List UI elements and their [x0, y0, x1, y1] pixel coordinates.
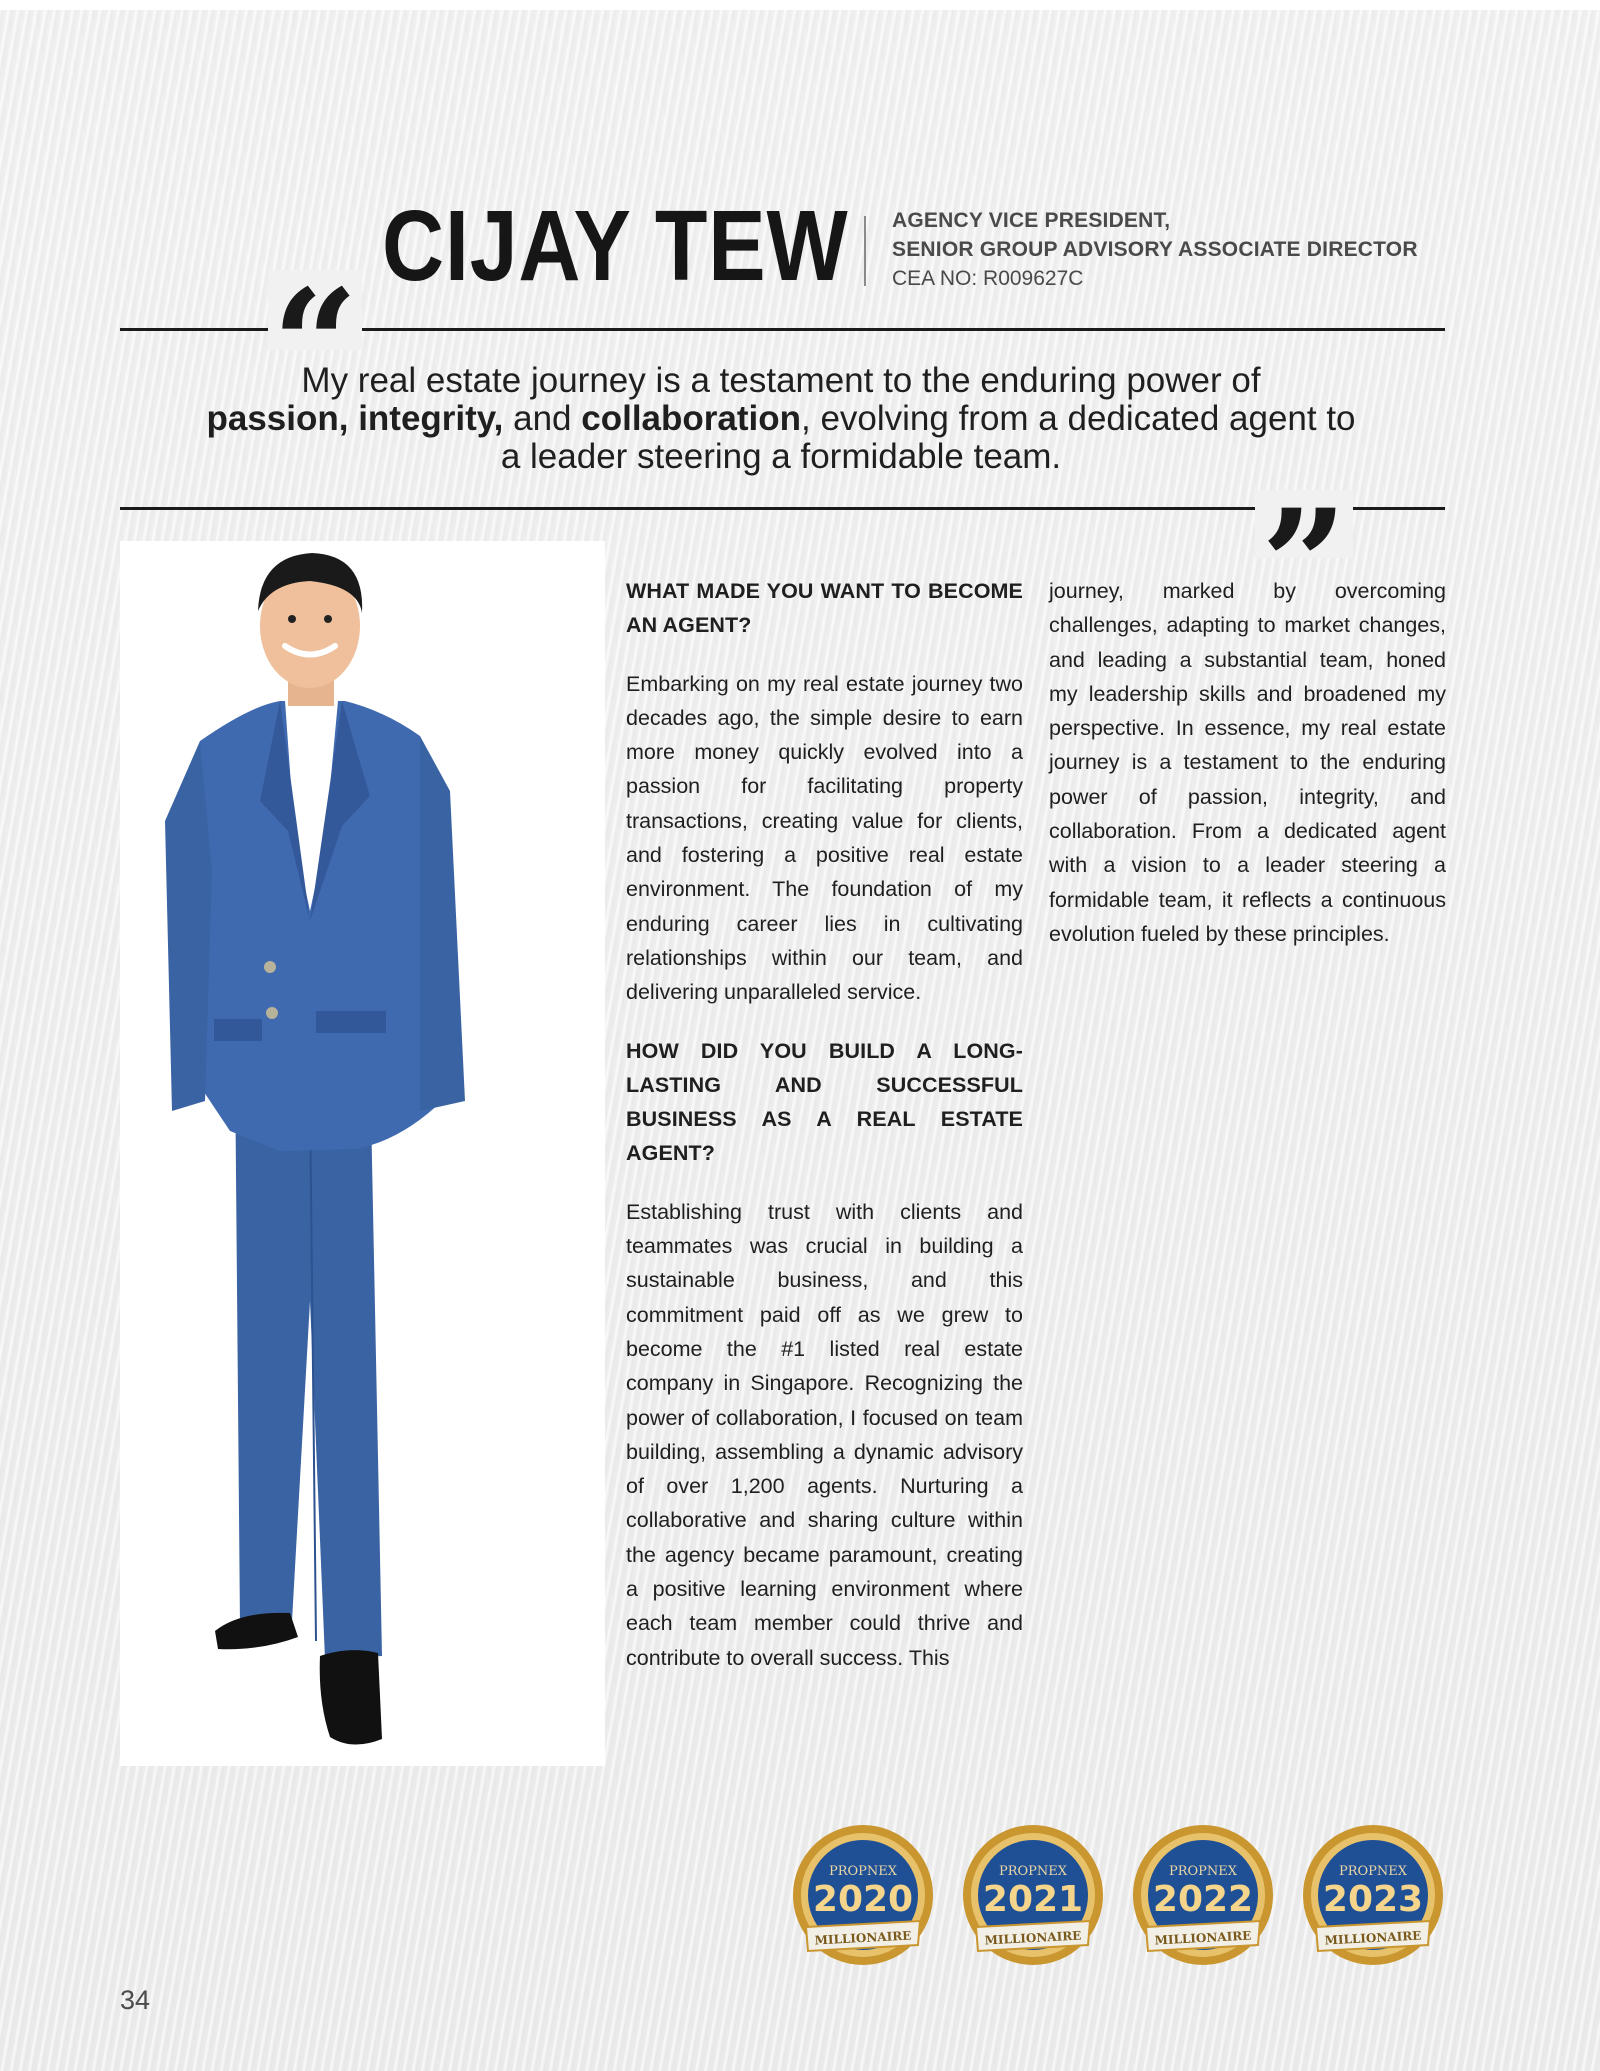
badge-year: 2020: [812, 1879, 914, 1920]
open-quote-icon: “: [268, 270, 362, 350]
badge-ribbon: MILLIONAIRE: [814, 1928, 912, 1948]
badge-ribbon: MILLIONAIRE: [1154, 1928, 1252, 1948]
badge-ribbon: MILLIONAIRE: [1324, 1928, 1422, 1948]
badge-brand: PROPNEX: [1338, 1864, 1408, 1879]
article-column-right: [1049, 574, 1446, 975]
header-divider: [864, 216, 866, 286]
portrait-photo: [120, 541, 605, 1766]
question-1-heading: WHAT MADE YOU WANT TO BECOME AN AGENT?: [626, 579, 1023, 638]
award-badges: [788, 1823, 1448, 1973]
job-titles: [892, 206, 1418, 293]
article-column-left: [626, 574, 1023, 1699]
badge-brand: PROPNEX: [998, 1864, 1068, 1879]
job-title-1: AGENCY VICE PRESIDENT,: [892, 209, 1171, 232]
pull-quote-bold-2: collaboration: [581, 399, 801, 438]
person-name: CIJAY TEW: [382, 190, 849, 302]
pull-quote-bold-1: passion, integrity,: [206, 399, 504, 438]
award-badge-2021: [958, 1823, 1108, 1973]
pull-quote-part-2: and: [503, 399, 582, 438]
question-2-heading: HOW DID YOU BUILD A LONG-LASTING AND SUCCESSFUL BUSINESS AS A REAL ESTATE AGENT?: [626, 1038, 1023, 1166]
answer-1-text: Embarking on my real estate journey two decades ago, the simple desire to earn more money quickly evolved into a passion for facilitating property transactions, creating value for clients, and fostering a positive real estate environment. The foundation of my enduring career lies in cultivating relationships within our team, and delivering unparalleled service.: [626, 671, 1023, 1005]
portrait-illustration: [120, 541, 605, 1766]
pull-quote-part-3: , evolving from a dedicated agent to a leader steering a formidable team.: [500, 399, 1356, 476]
badge-year: 2021: [982, 1879, 1084, 1920]
badge-year: 2023: [1322, 1879, 1424, 1920]
badge-brand: PROPNEX: [828, 1864, 898, 1879]
badge-brand: PROPNEX: [1168, 1864, 1238, 1879]
close-quote-icon: ”: [1255, 490, 1353, 558]
page-number: 34: [120, 1985, 151, 2015]
badge-year: 2022: [1152, 1879, 1254, 1920]
award-badge-2023: [1298, 1823, 1448, 1973]
top-edge: [0, 0, 1600, 10]
badge-ribbon: MILLIONAIRE: [984, 1928, 1082, 1948]
answer-2-text: Establishing trust with clients and teammates was crucial in building a sustainable business, and this commitment paid off as we grew to become the #1 listed real estate company in Singapore. Recognizing the power of collaboration, I focused on team building, assembling a dynamic advisory of over 1,200 agents. Nurturing a collaborative and sharing culture within the agency became paramount, creating a positive learning environment where each team member could thrive and contribute to overall success. This: [626, 1199, 1023, 1670]
job-title-2: SENIOR GROUP ADVISORY ASSOCIATE DIRECTOR: [892, 238, 1418, 261]
bottom-rule: [120, 507, 1445, 510]
answer-2-continued-text: journey, marked by overcoming challenges, adapting to market changes, and leading a substantial team, honed my leadership skills and broadened my perspective. In essence, my real estate journey is a testament to the enduring power of passion, integrity, and collaboration. From a dedicated agent with a vision to a leader steering a formidable team, it reflects a continuous evolution fueled by these principles.: [1049, 579, 1446, 946]
cea-number: CEA NO: R009627C: [892, 267, 1084, 290]
award-badge-2022: [1128, 1823, 1278, 1973]
pull-quote: [200, 362, 1362, 476]
award-badge-2020: [788, 1823, 938, 1973]
pull-quote-part-1: My real estate journey is a testament to the enduring power of: [301, 361, 1261, 400]
